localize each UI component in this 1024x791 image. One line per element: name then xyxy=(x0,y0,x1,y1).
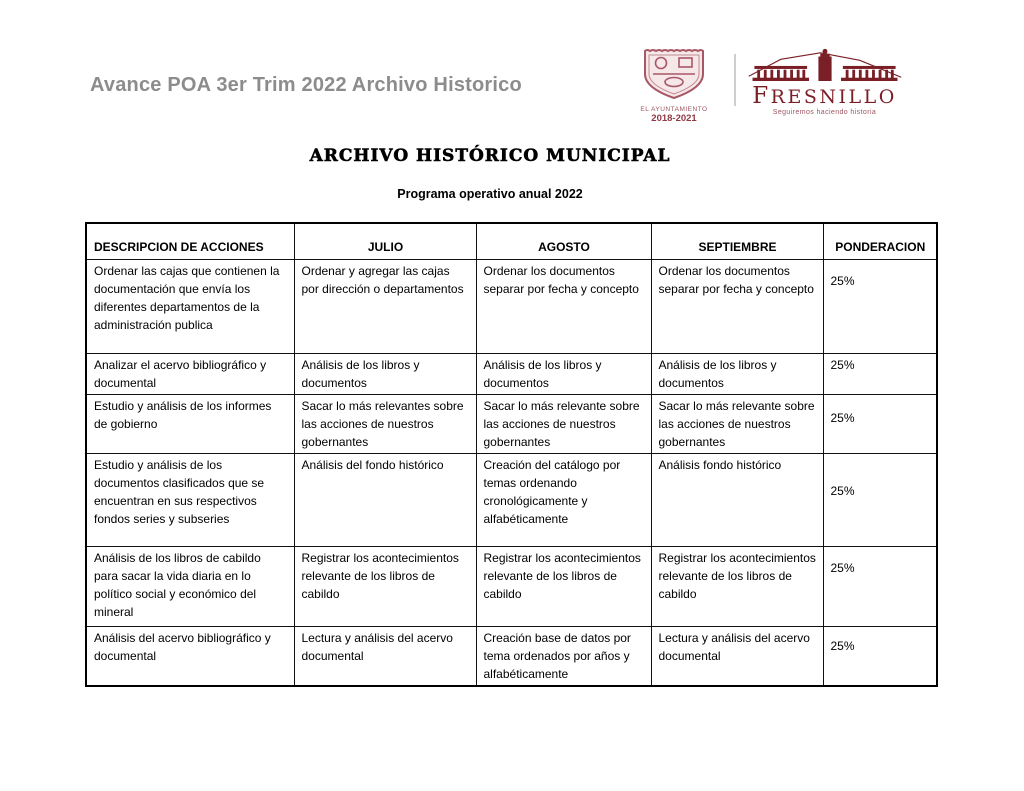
ayuntamiento-crest-icon xyxy=(637,48,711,100)
report-title: Avance POA 3er Trim 2022 Archivo Historico xyxy=(90,74,522,96)
cell-julio: Lectura y análisis del acervo documental xyxy=(294,626,476,686)
table-row xyxy=(86,546,937,626)
col-header-ponderacion: PONDERACION xyxy=(823,223,937,259)
cell-descripcion: Estudio y análisis de los informes de gobierno xyxy=(86,394,294,453)
cell-julio: Análisis de los libros y documentos xyxy=(294,353,476,394)
cell-agosto: Registrar los acontecimientos relevante de los libros de cabildo xyxy=(476,546,651,626)
cell-agosto: Análisis de los libros y documentos xyxy=(476,353,651,394)
table-header-row xyxy=(86,223,937,259)
table-row xyxy=(86,453,937,546)
fresnillo-wordmark: FRESNILLO xyxy=(752,83,897,109)
cell-ponderacion: 25% xyxy=(823,546,937,626)
col-header-septiembre: SEPTIEMBRE xyxy=(651,223,823,259)
cell-agosto: Sacar lo más relevante sobre las acciones de nuestros gobernantes xyxy=(476,394,651,453)
cell-julio: Sacar lo más relevantes sobre las acciones de nuestros gobernantes xyxy=(294,394,476,453)
cell-agosto: Creación base de datos por tema ordenados por años y alfabéticamente xyxy=(476,626,651,686)
cell-ponderacion: 25% xyxy=(823,259,937,353)
col-header-descripcion: DESCRIPCION DE ACCIONES xyxy=(86,223,294,259)
cell-julio: Análisis del fondo histórico xyxy=(294,453,476,546)
ayuntamiento-caption: EL AYUNTAMIENTO xyxy=(640,106,708,113)
ayuntamiento-logo xyxy=(620,48,728,124)
fresnillo-bridge-icon xyxy=(745,48,905,82)
document-title: ARCHIVO HISTÓRICO MUNICIPAL xyxy=(309,146,671,166)
cell-descripcion: Estudio y análisis de los documentos clasificados que se encuentran en sus respectivos fondos series y subseries xyxy=(86,453,294,546)
col-header-agosto: AGOSTO xyxy=(476,223,651,259)
cell-ponderacion: 25% xyxy=(823,626,937,686)
cell-descripcion: Análisis del acervo bibliográfico y documental xyxy=(86,626,294,686)
document-subtitle: Programa operativo anual 2022 xyxy=(397,187,583,201)
cell-septiembre: Lectura y análisis del acervo documental xyxy=(651,626,823,686)
logos-block xyxy=(620,48,910,123)
cell-julio: Registrar los acontecimientos relevante de los libros de cabildo xyxy=(294,546,476,626)
cell-agosto: Ordenar los documentos separar por fecha y concepto xyxy=(476,259,651,353)
cell-septiembre: Registrar los acontecimientos relevante de los libros de cabildo xyxy=(651,546,823,626)
cell-septiembre: Análisis fondo histórico xyxy=(651,453,823,546)
ayuntamiento-years: 2018-2021 xyxy=(651,113,697,124)
cell-descripcion: Ordenar las cajas que contienen la documentación que envía los diferentes departamentos de la administración publica xyxy=(86,259,294,353)
cell-agosto: Creación del catálogo por temas ordenando cronológicamente y alfabéticamente xyxy=(476,453,651,546)
cell-septiembre: Ordenar los documentos separar por fecha y concepto xyxy=(651,259,823,353)
cell-septiembre: Sacar lo más relevante sobre las acciones de nuestros gobernantes xyxy=(651,394,823,453)
table-row xyxy=(86,394,937,453)
col-header-julio: JULIO xyxy=(294,223,476,259)
fresnillo-tagline: Seguiremos haciendo historia xyxy=(772,109,877,116)
cell-descripcion: Analizar el acervo bibliográfico y documental xyxy=(86,353,294,394)
cell-ponderacion: 25% xyxy=(823,394,937,453)
poa-table xyxy=(85,222,938,687)
table-row xyxy=(86,259,937,353)
fresnillo-logo xyxy=(742,48,907,116)
table-row xyxy=(86,353,937,394)
cell-septiembre: Análisis de los libros y documentos xyxy=(651,353,823,394)
table-row xyxy=(86,626,937,686)
cell-ponderacion: 25% xyxy=(823,353,937,394)
cell-ponderacion: 25% xyxy=(823,453,937,546)
cell-julio: Ordenar y agregar las cajas por dirección o departamentos xyxy=(294,259,476,353)
cell-descripcion: Análisis de los libros de cabildo para sacar la vida diaria en lo político social y económico del mineral xyxy=(86,546,294,626)
logo-divider xyxy=(734,54,736,106)
